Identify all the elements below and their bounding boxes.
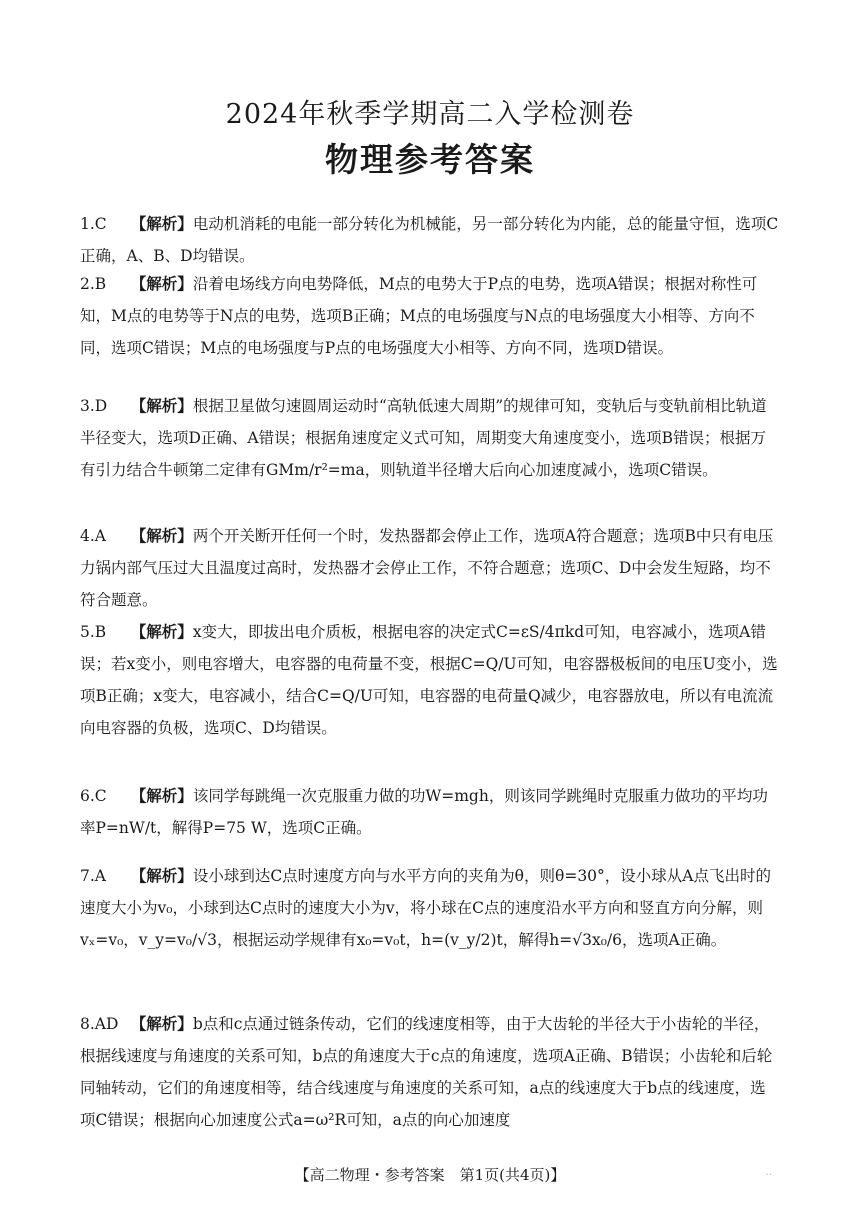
- item-tag: 【解析】: [130, 622, 193, 641]
- item-text: b点和c点通过链条传动，它们的线速度相等，由于大齿轮的半径大于小齿轮的半径，根据线速度与角速度的关系可知，b点的角速度大于c点的角速度，选项A正确、B错误；小齿轮和后轮同轴转动，它们的角速度相等，结合线速度与角速度的关系可知，a点的线速度大于b点的线速度，选项C错误；根据向心加速度公式a=ω²R可知，a点的向心加速度: [80, 1015, 773, 1129]
- item-text: 两个开关断开任何一个时，发热器都会停止工作，选项A符合题意；选项B中只有电压力锅内部气压过大且温度过高时，发热器才会停止工作，不符合题意；选项C、D中会发生短路，均不符合题意。: [80, 527, 774, 609]
- item-text: x变大，即拔出电介质板，根据电容的决定式C=εS/4πkd可知，电容减小，选项A错误；若x变小，则电容增大，电容器的电荷量不变，根据C=Q/U可知，电容器极板间的电压U变小，选项B正确；x变大，电容减小，结合C=Q/U可知，电容器的电荷量Q减少，电容器放电，所以有电流流向电容器的负极，选项C、D均错误。: [80, 623, 778, 737]
- item-answer: C: [94, 787, 107, 805]
- answer-item: [80, 780, 780, 844]
- document-title: 物理参考答案: [325, 140, 535, 179]
- page-footer: 【高二物理・参考答案 第1页(共4页)】: [294, 1166, 566, 1184]
- item-answer: A: [94, 867, 106, 885]
- item-tag: 【解析】: [130, 526, 193, 545]
- item-number: 1.: [80, 215, 95, 233]
- item-text: 设小球到达C点时速度方向与水平方向的夹角为θ，则θ=30°，设小球从A点飞出时的速度大小为v₀，小球到达C点时的速度大小为v，将小球在C点的速度沿水平方向和竖直方向分解，则vₓ=v₀，v_y=v₀/√3，根据运动学规律有x₀=v₀t，h=(v_y/2)t，解得h=√3x₀/6，选项A正确。: [80, 867, 771, 949]
- answer-item: [80, 390, 780, 486]
- item-tag: 【解析】: [130, 1014, 193, 1033]
- answer-item: [80, 520, 780, 616]
- answer-item: [80, 860, 780, 956]
- answer-item: [80, 208, 780, 272]
- item-text: 电动机消耗的电能一部分转化为机械能，另一部分转化为内能，总的能量守恒，选项C正确，A、B、D均错误。: [80, 215, 779, 265]
- item-answer: AD: [94, 1015, 119, 1033]
- item-number: 3.: [80, 397, 95, 415]
- item-number: 8.: [80, 1015, 95, 1033]
- item-answer: B: [94, 623, 107, 641]
- item-answer: B: [94, 275, 107, 293]
- item-number: 7.: [80, 867, 95, 885]
- item-tag: 【解析】: [130, 214, 193, 233]
- answer-item: [80, 616, 780, 744]
- item-number: 4.: [80, 527, 95, 545]
- item-tag: 【解析】: [130, 274, 193, 293]
- corner-dots: ··: [765, 1170, 772, 1181]
- item-answer: A: [94, 527, 106, 545]
- item-tag: 【解析】: [130, 396, 193, 415]
- item-answer: C: [94, 215, 107, 233]
- exam-title: 2024年秋季学期高二入学检测卷: [225, 99, 635, 130]
- item-tag: 【解析】: [130, 786, 193, 805]
- item-text: 根据卫星做匀速圆周运动时“高轨低速大周期”的规律可知，变轨后与变轨前相比轨道半径变大，选项D正确、A错误；根据角速度定义式可知，周期变大角速度变小，选项B错误；根据万有引力结合牛顿第二定律有GMm/r²=ma，则轨道半径增大后向心加速度减小，选项C错误。: [80, 397, 767, 479]
- answer-item: [80, 268, 780, 364]
- answer-item: [80, 1008, 780, 1136]
- item-text: 沿着电场线方向电势降低，M点的电势大于P点的电势，选项A错误；根据对称性可知，M点的电势等于N点的电势，选项B正确；M点的电场强度与N点的电场强度大小相等、方向不同，选项C错误；M点的电场强度与P点的电场强度大小相等、方向不同，选项D错误。: [80, 275, 758, 357]
- item-text: 该同学每跳绳一次克服重力做的功W=mgh，则该同学跳绳时克服重力做功的平均功率P=nW/t，解得P=75 W，选项C正确。: [80, 787, 768, 837]
- item-number: 2.: [80, 275, 95, 293]
- item-answer: D: [94, 397, 108, 415]
- item-number: 6.: [80, 787, 95, 805]
- item-number: 5.: [80, 623, 95, 641]
- item-tag: 【解析】: [130, 866, 193, 885]
